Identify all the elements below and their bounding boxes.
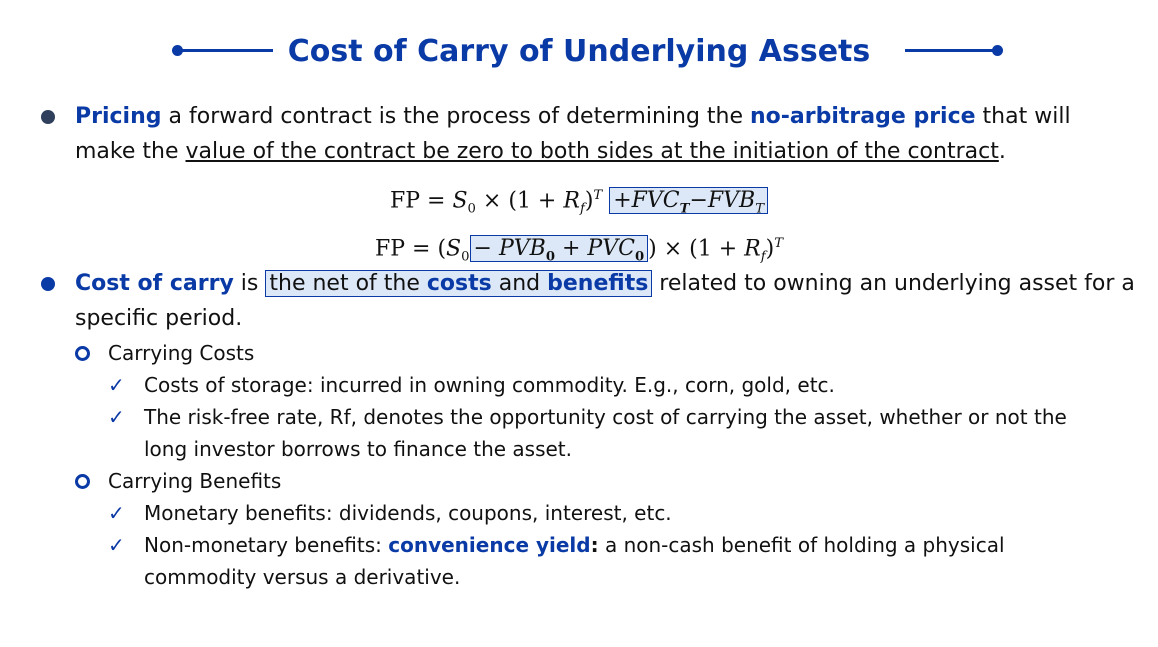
title-right-line (905, 49, 997, 52)
net-costs-benefits-box (265, 270, 652, 297)
non-monetary-text-b: a non-cash benefit of holding a physical commodity versus a derivative. (144, 533, 1005, 589)
formula1-fvb: −FVB (689, 188, 756, 214)
formula2-s-sub: 0 (461, 249, 470, 265)
formula1-boxed-term (609, 187, 768, 217)
risk-free-rate-item: The risk-free rate, Rf, denotes the opportunity cost of carrying the asset, whether or not the long investor borrows to finance the asset. (144, 405, 1067, 461)
title-right-dot (992, 45, 1003, 56)
formula2-lhs: FP = ( (374, 236, 447, 262)
bullet-ring-carrying-costs (75, 346, 90, 361)
non-monetary-text-a: Non-monetary benefits: (144, 533, 389, 557)
term-no-arbitrage-price: no-arbitrage price (750, 104, 976, 129)
formula1-fvc-sub: T (679, 201, 690, 217)
carry-boxed-a: the net of the (269, 271, 427, 296)
formula1-lhs: FP = (389, 188, 453, 214)
formula1-r: R (563, 188, 580, 214)
formula1-s-sub: 0 (467, 201, 476, 217)
formula2-rest: ) × (1 + (648, 236, 745, 262)
pricing-text-c: . (998, 139, 1006, 164)
bullet-dot-pricing (41, 110, 55, 124)
check-icon: ✓ (108, 533, 125, 557)
formula1-exp: T (593, 188, 603, 203)
formula2-pvb-sub: 0 (545, 249, 555, 265)
underlined-contract-value: value of the contract be zero to both sides at the initiation of the contract (185, 139, 999, 164)
formula2-close: ) (765, 236, 775, 262)
formula2-pvc-sub: 0 (634, 249, 645, 265)
formula-fvc (0, 178, 1158, 228)
formula2-r: R (744, 236, 761, 262)
carry-boxed-and: and (491, 271, 548, 296)
formula1-r-sub: f (579, 201, 585, 217)
page-title: Cost of Carry of Underlying Assets (287, 34, 871, 69)
formula1-close: ) (584, 188, 594, 214)
term-cost-of-carry: Cost of carry (75, 271, 234, 296)
carry-text-b: related to owning an underlying asset for a specific period. (75, 271, 1135, 331)
carrying-benefits-label: Carrying Benefits (108, 469, 282, 493)
check-icon: ✓ (108, 373, 125, 397)
formula2-r-sub: f (760, 249, 766, 265)
formula2-s: S (446, 236, 462, 262)
title-area (0, 30, 1158, 74)
check-icon: ✓ (108, 501, 125, 525)
monetary-benefits-item: Monetary benefits: dividends, coupons, interest, etc. (144, 501, 672, 525)
formula2-boxed-term (470, 235, 649, 265)
term-benefits: benefits (547, 271, 649, 296)
carrying-costs-label: Carrying Costs (108, 341, 255, 365)
storage-cost-item: Costs of storage: incurred in owning commodity. E.g., corn, gold, etc. (144, 373, 835, 397)
bullet-dot-cost-of-carry (41, 277, 55, 291)
term-costs: costs (426, 271, 492, 296)
check-icon: ✓ (108, 405, 125, 429)
formula2-pvb: − PVB (473, 236, 546, 262)
pricing-text-b: that will make the (75, 104, 1071, 164)
pricing-paragraph (75, 99, 1135, 169)
pricing-text-a: a forward contract is the process of determining the (161, 104, 751, 129)
non-monetary-colon: : (590, 533, 599, 557)
term-convenience-yield: convenience yield (388, 533, 591, 557)
non-monetary-benefits-item (144, 529, 1114, 593)
formula1-fvc: +FVC (613, 188, 680, 214)
formula1-s: S (452, 188, 468, 214)
formula2-exp: T (774, 236, 784, 251)
carry-text-a: is (233, 271, 266, 296)
formula2-pvc: + PVC (555, 236, 635, 262)
formula1-mid: × (1 + (475, 188, 564, 214)
formula1-fvb-sub: T (755, 201, 765, 217)
bullet-ring-carrying-benefits (75, 474, 90, 489)
cost-of-carry-paragraph (75, 266, 1135, 336)
term-pricing: Pricing (75, 104, 162, 129)
